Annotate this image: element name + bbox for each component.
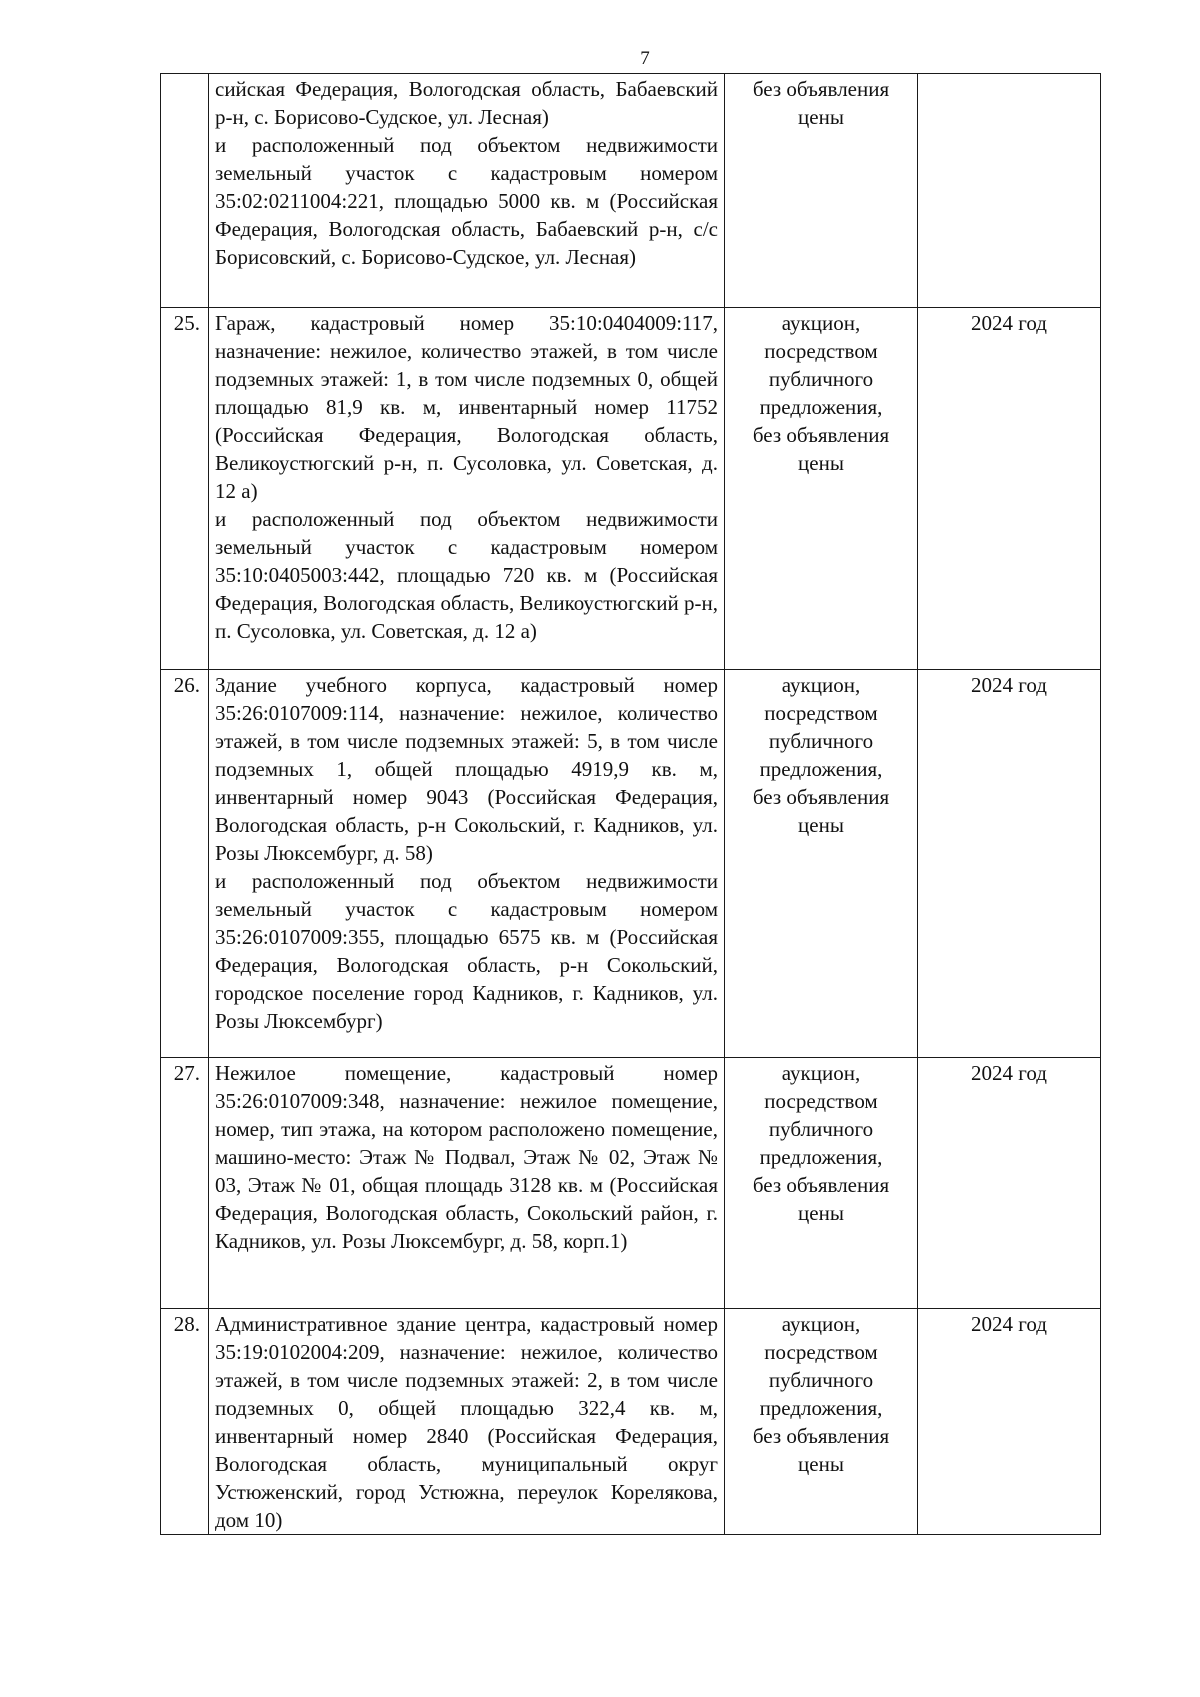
sale-method-line: предложения, <box>759 1396 883 1420</box>
sale-year: 2024 год <box>918 670 1101 1058</box>
sale-method-line: предложения, <box>759 395 883 419</box>
sale-method-line: цены <box>798 1452 844 1476</box>
sale-method-line: без объявления <box>752 423 890 447</box>
description-paragraph: Гараж, кадастровый номер 35:10:0404009:117, назначение: нежилое, количество этажей, в том числе подземных этажей: 1, в том числе подземных 0, общей площадью 81,9 кв. м, инвентарный номер 11752 (Российская Федерация, Вологодская область, Великоустюгский р-н, п. Сусоловка, ул. Советская, д. 12 а) <box>215 311 718 503</box>
table-row <box>161 1058 1101 1309</box>
table-row <box>161 1309 1101 1535</box>
sale-year: 2024 год <box>918 1309 1101 1535</box>
table-row <box>161 308 1101 670</box>
sale-method-line: цены <box>798 813 844 837</box>
sale-method-line: аукцион, <box>781 1312 861 1336</box>
sale-method-line: публичного <box>768 1117 874 1141</box>
description-paragraph: сийская Федерация, Вологодская область, Бабаевский р-н, с. Борисово-Судское, ул. Лесная) <box>215 77 718 129</box>
sale-method-line: аукцион, <box>781 1061 861 1085</box>
row-number: 26. <box>161 670 209 1058</box>
sale-method-line: без объявления <box>752 77 890 101</box>
table-row <box>161 670 1101 1058</box>
sale-method-line: посредством <box>764 1089 878 1113</box>
description-paragraph: Нежилое помещение, кадастровый номер 35:26:0107009:348, назначение: нежилое помещение, номер, тип этажа, на котором расположено помещение, машино-место: Этаж № Подвал, Этаж № 02, Этаж № 03, Этаж № 01, общая площадь 3128 кв. м (Российская Федерация, Вологодская область, Сокольский район, г. Кадников, ул. Розы Люксембург, д. 58, корп.1) <box>215 1061 718 1253</box>
sale-year: 2024 год <box>918 308 1101 670</box>
sale-method-line: аукцион, <box>781 311 861 335</box>
sale-year: 2024 год <box>918 1058 1101 1309</box>
sale-method-line: посредством <box>764 701 878 725</box>
row-number: 25. <box>161 308 209 670</box>
sale-method-line: без объявления <box>752 1173 890 1197</box>
sale-method-line: цены <box>798 1201 844 1225</box>
object-description <box>209 308 725 670</box>
row-number: 27. <box>161 1058 209 1309</box>
object-description <box>209 74 725 308</box>
object-description <box>209 1058 725 1309</box>
description-paragraph: и расположенный под объектом недвижимости земельный участок с кадастровым номером 35:26:0107009:355, площадью 6575 кв. м (Российская Федерация, Вологодская область, р-н Сокольский, городское поселение город Кадников, г. Кадников, ул. Розы Люксембург) <box>215 869 718 1033</box>
privatization-table <box>160 73 1101 1535</box>
object-description <box>209 670 725 1058</box>
sale-method <box>725 670 918 1058</box>
description-paragraph: и расположенный под объектом недвижимости земельный участок с кадастровым номером 35:10:0405003:442, площадью 720 кв. м (Российская Федерация, Вологодская область, Великоустюгский р-н, п. Сусоловка, ул. Советская, д. 12 а) <box>215 507 718 643</box>
sale-year <box>918 74 1101 308</box>
sale-method <box>725 308 918 670</box>
sale-method-line: предложения, <box>759 1145 883 1169</box>
sale-method-line: без объявления <box>752 785 890 809</box>
sale-method <box>725 1058 918 1309</box>
table-row <box>161 74 1101 308</box>
sale-method-line: аукцион, <box>781 673 861 697</box>
sale-method-line: посредством <box>764 1340 878 1364</box>
sale-method-line: посредством <box>764 339 878 363</box>
sale-method-line: без объявления <box>752 1424 890 1448</box>
sale-method-line: цены <box>798 451 844 475</box>
page-number: 7 <box>640 48 650 69</box>
row-number: 28. <box>161 1309 209 1535</box>
description-paragraph: Здание учебного корпуса, кадастровый номер 35:26:0107009:114, назначение: нежилое, количество этажей, в том числе подземных этажей: 5, в том числе подземных 1, общей площадью 4919,9 кв. м, инвентарный номер 9043 (Российская Федерация, Вологодская область, р-н Сокольский, г. Кадников, ул. Розы Люксембург, д. 58) <box>215 673 718 865</box>
sale-method-line: цены <box>798 105 844 129</box>
sale-method-line: публичного <box>768 729 874 753</box>
description-paragraph: и расположенный под объектом недвижимости земельный участок с кадастровым номером 35:02:0211004:221, площадью 5000 кв. м (Российская Федерация, Вологодская область, Бабаевский р-н, с/с Борисовский, с. Борисово-Судское, ул. Лесная) <box>215 133 718 269</box>
row-number <box>161 74 209 308</box>
sale-method-line: предложения, <box>759 757 883 781</box>
object-description <box>209 1309 725 1535</box>
sale-method-line: публичного <box>768 367 874 391</box>
sale-method <box>725 1309 918 1535</box>
sale-method-line: публичного <box>768 1368 874 1392</box>
sale-method <box>725 74 918 308</box>
description-paragraph: Административное здание центра, кадастровый номер 35:19:0102004:209, назначение: нежилое, количество этажей, в том числе подземных этажей: 2, в том числе подземных 0, общей площадью 322,4 кв. м, инвентарный номер 2840 (Российская Федерация, Вологодская область, муниципальный округ Устюженский, город Устюжна, переулок Корелякова, дом 10) <box>215 1312 718 1532</box>
